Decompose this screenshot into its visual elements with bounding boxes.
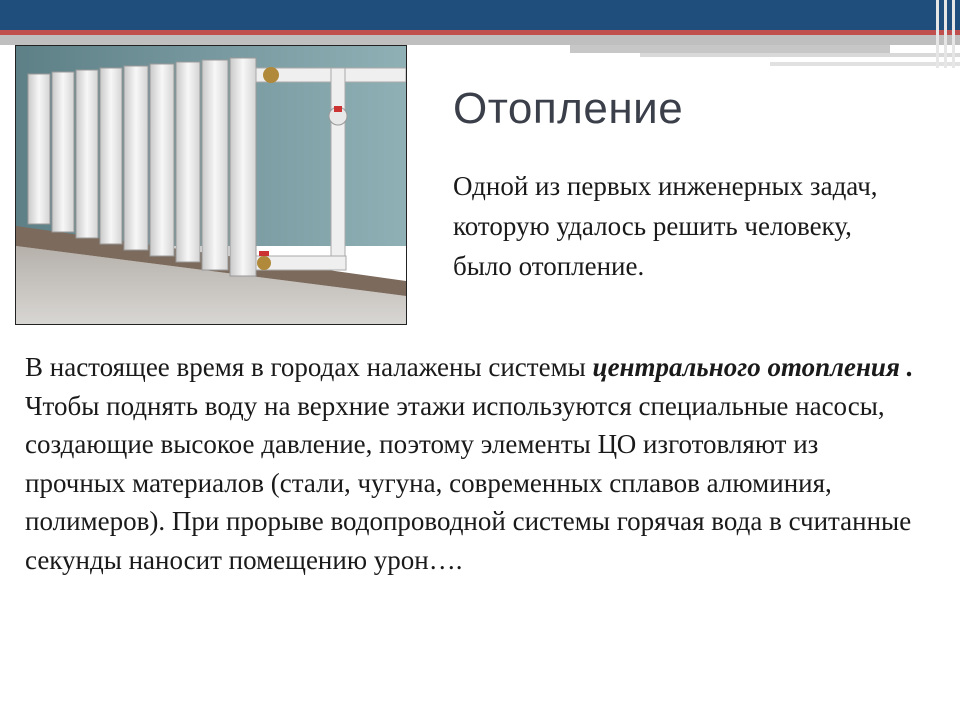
body-paragraph: [25, 348, 925, 579]
decor-stripe: [570, 45, 890, 53]
body-text-rest: Чтобы поднять воду на верхние этажи используются специальные насосы, создающие высокое давление, поэтому элементы ЦО изготовляют из прочных материалов (стали, чугуна, современных сплавов алюминия, полимеров). При прорыве водопроводной системы горячая вода в считанные секунды наносит помещению урон….: [25, 390, 912, 575]
header-band: [0, 0, 960, 30]
body-emphasis: центрального отопления .: [592, 352, 914, 382]
decor-vertical-line: [952, 0, 955, 68]
decor-stripe: [770, 62, 960, 66]
decor-vertical-line: [936, 0, 939, 68]
intro-text: Одной из первых инженерных задач, которую удалось решить человеку, было отопление.: [453, 171, 878, 281]
radiator-photo: [15, 45, 407, 325]
decor-vertical-line: [944, 0, 947, 68]
decor-stripe: [640, 53, 960, 57]
slide-title: Отопление: [453, 84, 684, 133]
body-text-start: В настоящее время в городах налажены системы: [25, 352, 593, 382]
decor-stripe: [0, 35, 960, 45]
